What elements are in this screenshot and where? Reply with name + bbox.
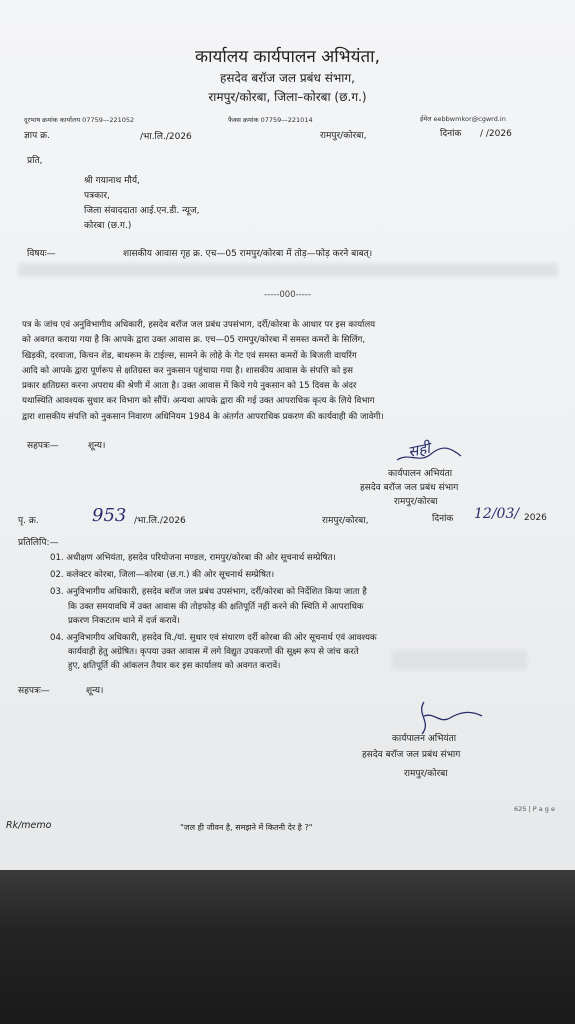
enclosure-label: सहपत्रः—	[27, 441, 59, 451]
redacted-area	[18, 263, 558, 277]
signatory-division: हसदेव बरॉज जल प्रबंध संभाग	[360, 483, 459, 493]
endorsement-place: रामपुर/कोरबा,	[322, 516, 369, 526]
footer-slogan: "जल ही जीवन है, समझने में कितनी देर है ?"	[180, 823, 313, 832]
copy-item-continued: प्रकरण निकटतम थाने में दर्ज करावें।	[68, 615, 180, 626]
subject-label: विषयः—	[27, 249, 56, 259]
fax-number: फैक्स क्रमांक 07759—221014	[228, 116, 313, 124]
separator: -----000-----	[264, 290, 311, 300]
signatory-place: रामपुर/कोरबा	[404, 769, 448, 779]
copy-item-continued: कार्यवाही हेतु अग्रेषित। कृपया उक्त आवास में लगे विद्युत उपकरणों की सूक्ष्म रूप से जांच करते	[68, 647, 359, 658]
copy-item: 02. कलेक्टर कोरबा, जिला—कोरबा (छ.ग.) की ओर सूचनार्थ सम्प्रेषित।	[50, 570, 275, 581]
body-line: द्वारा शासकीय संपत्ति को नुकसान निवारण अधिनियम 1984 के अंतर्गत आपराधिक प्रकरण की कार्यवाही की जावेगी।	[22, 411, 384, 422]
memo-ref: Rk/memo	[6, 820, 52, 831]
recipient-name: श्री गयानाथ मौर्य,	[84, 176, 140, 186]
body-line: आदि को आपके द्वारा पूर्णरूप से क्षतिग्रस्त कर नुकसान पहुंचाया गया है। शासकीय आवास के संपत्ति को इस	[22, 365, 353, 376]
office-address: रामपुर/कोरबा, जिला–कोरबा (छ.ग.)	[208, 90, 367, 104]
signatory-title: कार्यपालन अभियंता	[388, 469, 453, 479]
memo-date-label: दिनांक	[440, 129, 462, 139]
body-line: को अवगत कराया गया है कि आपके द्वारा उक्त आवास क्र. एच—05 रामपुर/कोरबा में समस्त कमरों के सिलिंग,	[22, 335, 366, 346]
memo-number-value: /भा.लि./2026	[140, 132, 192, 142]
copy-item: 04. अनुविभागीय अधिकारी, हसदेव वि./यां. सुधार एवं संधारण दर्री कोरबा की ओर सूचनार्थ एवं आवश्यक	[50, 633, 377, 644]
to-label: प्रति,	[27, 156, 43, 166]
endorsement-number: 953	[92, 505, 127, 526]
recipient-line: कोरबा (छ.ग.)	[84, 221, 132, 231]
division-name: हसदेव बरॉज जल प्रबंध संभाग,	[220, 71, 355, 85]
body-line: पत्र के जांच एवं अनुविभागीय अधिकारी, हसदेव बरॉज जल प्रबंध उपसंभाग, दर्री/कोरबा के आधार पर इस कार्यालय	[22, 320, 376, 330]
memo-date-value: / /2026	[480, 129, 512, 139]
endorsement-date: 12/03/	[474, 506, 520, 522]
copy-item-continued: कि उक्त समयावधि में उक्त आवास की तोड़फोड़ की क्षतिपूर्ति नहीं करने की स्थिति में आपराधिक	[68, 601, 364, 612]
signatory-division: हसदेव बरॉज जल प्रबंध संभाग	[362, 750, 461, 760]
endorsement-suffix: /भा.लि./2026	[134, 516, 186, 526]
body-line: प्रकार क्षतिग्रस्त करना अपराध की श्रेणी में आता है। उक्त आवास में किये गये नुकसान को 15 दिवस के अंदर	[22, 381, 357, 392]
signatory-title: कार्यपालन अभियंता	[392, 734, 457, 744]
signature-scribble	[395, 444, 465, 466]
copy-item: 01. अधीक्षण अभियंता, हसदेव परियोजना मण्डल, रामपुर/कोरबा की ओर सूचनार्थ सम्प्रेषित।	[50, 553, 336, 563]
memo-number-label: ज्ञाप क्र.	[24, 131, 50, 141]
handwritten-initial: सही	[406, 438, 432, 462]
endorsement-date-label: दिनांक	[432, 514, 454, 524]
body-paragraph	[22, 318, 557, 425]
body-line: खिड़की, दरवाजा, किचन शेड, बाथरूम के टाईल्स, सामने के लोहे के गेट एवं समस्त कमरों के बिजली वायरिंग	[22, 350, 357, 361]
phone-number: दूरभाष क्रमांक कार्यालय 07759—221052	[24, 116, 135, 124]
endorsement-year: 2026	[524, 513, 547, 523]
table-surface	[0, 870, 575, 1024]
copy-item: 03. अनुविभागीय अधिकारी, हसदेव बरॉज जल प्रबंध उपसंभाग, दर्री/कोरबा को निर्देशित किया जाता है	[50, 587, 367, 598]
office-title: कार्यालय कार्यपालन अभियंता,	[195, 47, 380, 67]
copy-item-continued: हुए, क्षतिपूर्ति की आंकलन तैयार कर इस कार्यालय को अवगत करावें।	[68, 661, 281, 672]
page-number: 625 | P a g e	[514, 805, 555, 813]
body-line: यथास्थिति आवश्यक सुधार कर विभाग को सौंपें। अन्यथा आपके द्वारा की गई उक्त आपराधिक कृत्य के लिये विभाग	[22, 396, 375, 407]
recipient-line: पत्रकार,	[84, 191, 110, 201]
subject-text: शासकीय आवास गृह क्र. एच—05 रामपुर/कोरबा में तोड़—फोड़ करने बाबत्।	[123, 249, 373, 259]
recipient-line: जिला संवाददाता आई.एन.डी. न्यूज,	[84, 206, 200, 216]
enclosure-value: शून्य।	[86, 686, 104, 696]
signatory-place: रामपुर/कोरबा	[394, 497, 438, 507]
copy-to-label: प्रतिलिपि:—	[18, 538, 59, 548]
redacted-area	[392, 650, 527, 670]
email-address: ईमेल eebbwmkor@cgwrd.in	[420, 115, 506, 123]
enclosure-label: सहपत्रः—	[18, 686, 50, 696]
memo-place: रामपुर/कोरबा,	[320, 131, 367, 141]
enclosure-value: शून्य।	[88, 441, 106, 451]
endorsement-label: पृ. क्र.	[18, 516, 39, 526]
